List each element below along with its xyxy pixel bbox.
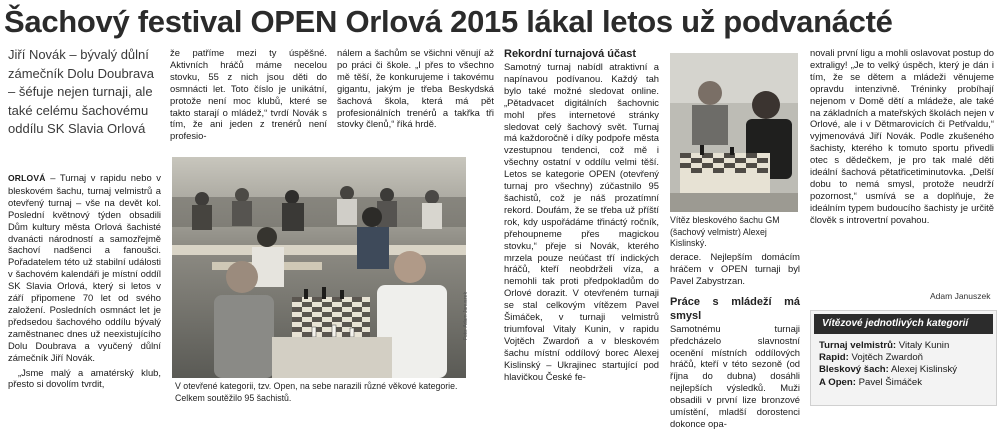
column-4: [504, 47, 659, 382]
column-3: nálem a šachům se všichni věnují až po práci či škole. „I přes to všechno mě těší, že konkurujeme i takovému gigantu, jakým je třeba Beskydská šachová škola, která má pět profesionálních trenérů a takřka tři stovky členů,“ říká hrdě.: [337, 47, 494, 130]
winner-row: [811, 352, 996, 364]
column-4-text: Samotný turnaj nabídl atraktivní a napínavou podívanou. Každý tah bylo také možné sledovat online. „Pětadvacet digitálních šachovnic mohl přes internetové stránky sledovat celý šachový svět. Turnaj má každoročně i díky podpoře města vzestupnou tendenci, což mě i všechny ostatní v oddílu velmi těší. Letos se kategorie OPEN (otevřený turnaj pro všechny) zúčastnilo 95 šachistů, což je náš prozatímní rekord. Doufám, že se třeba už příští rok, kdy uspořádáme třináctý ročník, přehoupneme přes magickou stovku,“ přeje si Novák, kterého mrzela pouze neúčast tří indických hráčů, kteří neobdrželi víza, a nemohli tak proti předpokladům do Orlové dorazit. V otevřeném turnaji se stal celkovým vítězem Pavel Šimáček, v turnaji velmistrů triumfoval Vitaly Kunin, v rapidu Vojtěch Zwardoň a v bleskovém šachu místní oddílový borec Alexej Kislinský – Ukrajinec startující pod hlavičkou České fe-: [504, 61, 659, 382]
winner-name: Alexej Kislinský: [888, 364, 958, 376]
column-1-quote: „Jsme malý a amatérský klub, přesto si dovolím tvrdit,: [8, 366, 161, 390]
chess-tournament-photo: [172, 157, 466, 378]
grandmaster-photo: [670, 53, 798, 212]
winners-box: [810, 310, 997, 406]
winner-row: [811, 364, 996, 376]
subhead-youth: Práce s mládeží má smysl: [670, 295, 800, 322]
winner-category: Bleskový šach:: [819, 364, 889, 376]
column-1-text: – Turnaj v rapidu nebo v bleskovém šachu, turnaj velmistrů a otevřený turnaj – vše na devět kol. Poslední květnový týden obsadili Dům kultury města Orlová šachisté dvanácti národností a samozřejmě šachoví nadšenci a fanoušci. Pořadatelem této už stabilní události v šachovém kalendáři je místní oddíl SK Slavia Orlová, který si letos v září připomene 70 let od svého založení. Posledních osmnáct let je předsedou šachového oddílu bývalý zaměstnanec dnes už neexistujícího Dolu Doubrava a vyučený důlní zámečník Jiří Novák.: [8, 172, 161, 363]
column-1-body: [8, 172, 161, 364]
winner-row: [811, 340, 996, 352]
side-photo: [670, 53, 798, 212]
winner-category: A Open:: [819, 376, 856, 388]
winner-name: Pavel Šimáček: [855, 376, 923, 388]
main-photo-caption: V otevřené kategorii, tzv. Open, na sebe narazili různé věkové kategorie. Celkem soutěžilo 95 šachistů.: [175, 381, 458, 403]
dateline-city: ORLOVÁ: [8, 173, 46, 183]
author-name: Adam Januszek: [930, 291, 991, 301]
column-6: novali první ligu a mohli oslavovat postup do extraligy! „Je to velký úspěch, který je dán i tím, že se dětem a mládeži věnujeme opravdu intenzivně. Tréninky probíhají nejenom v Domě dětí a mládeže, ale také na základních a mateřských školách nejen v Orlové, ale i v Dětmarovicích či Petřvaldu,“ vyjmenovává Jiří Novák. Podle zkušeného šachisty, kterého k tomuto sportu přivedli otec s dědečkem, je pro tak malé děti ideální šachová pětatřicetiminutovka. „Delší dobu to nemá smysl, protože neudrží pozornost,“ usmívá se a doplňuje, že ideálním typem budoucího šachisty je určitě člověk s introvertní povahou.: [810, 47, 994, 225]
photo-credit: Foto: Adam Januszek: [463, 291, 469, 340]
winner-category: Rapid:: [819, 352, 849, 364]
winner-name: Vojtěch Zwardoň: [848, 352, 923, 364]
column-5-text-2: Samotnému turnaji předcházelo slavnostní ocenění místních oddílových hráčů, kteří v této sezoně (od října do dubna) dosáhli nejlepších výsledků. Muži obsadili v první lize bronzové umístění, mladší dorostenci dokonce opa-: [670, 322, 800, 429]
winner-category: Turnaj velmistrů:: [819, 340, 897, 351]
headline: Šachový festival OPEN Orlová 2015 lákal letos už podvanácté: [4, 4, 893, 39]
winner-name: Vitaly Kunin: [896, 340, 950, 351]
winners-box-title: Vítězové jednotlivých kategorií: [814, 314, 993, 334]
column-2: že patříme mezi ty úspěšné. Aktivních hráčů máme necelou stovku, 55 z nich jsou děti do osmnácti let. Toto číslo je unikátní, protože není moc klubů, které se takto starají o mládež,“ tvrdí Novák s tím, že ani jeden z trenérů není profesio-: [170, 47, 327, 142]
side-photo-caption: Vítěz bleskového šachu GM (šachový velmistr) Alexej Kislinský.: [670, 215, 780, 248]
column-1: [8, 172, 161, 390]
subhead-record: Rekordní turnajová účast: [504, 48, 637, 60]
main-photo: [172, 157, 466, 378]
column-5: [670, 251, 800, 430]
column-5-text: derace. Nejlepším domácím hráčem v OPEN turnaji byl Pavel Zabystrzan.: [670, 251, 800, 286]
winner-row: [811, 377, 996, 389]
lead-paragraph: Jiří Novák – bývalý důlní zámečník Dolu Doubrava – šéfuje nejen turnaji, ale také celému šachovému oddílu SK Slavia Orlová: [8, 47, 154, 136]
